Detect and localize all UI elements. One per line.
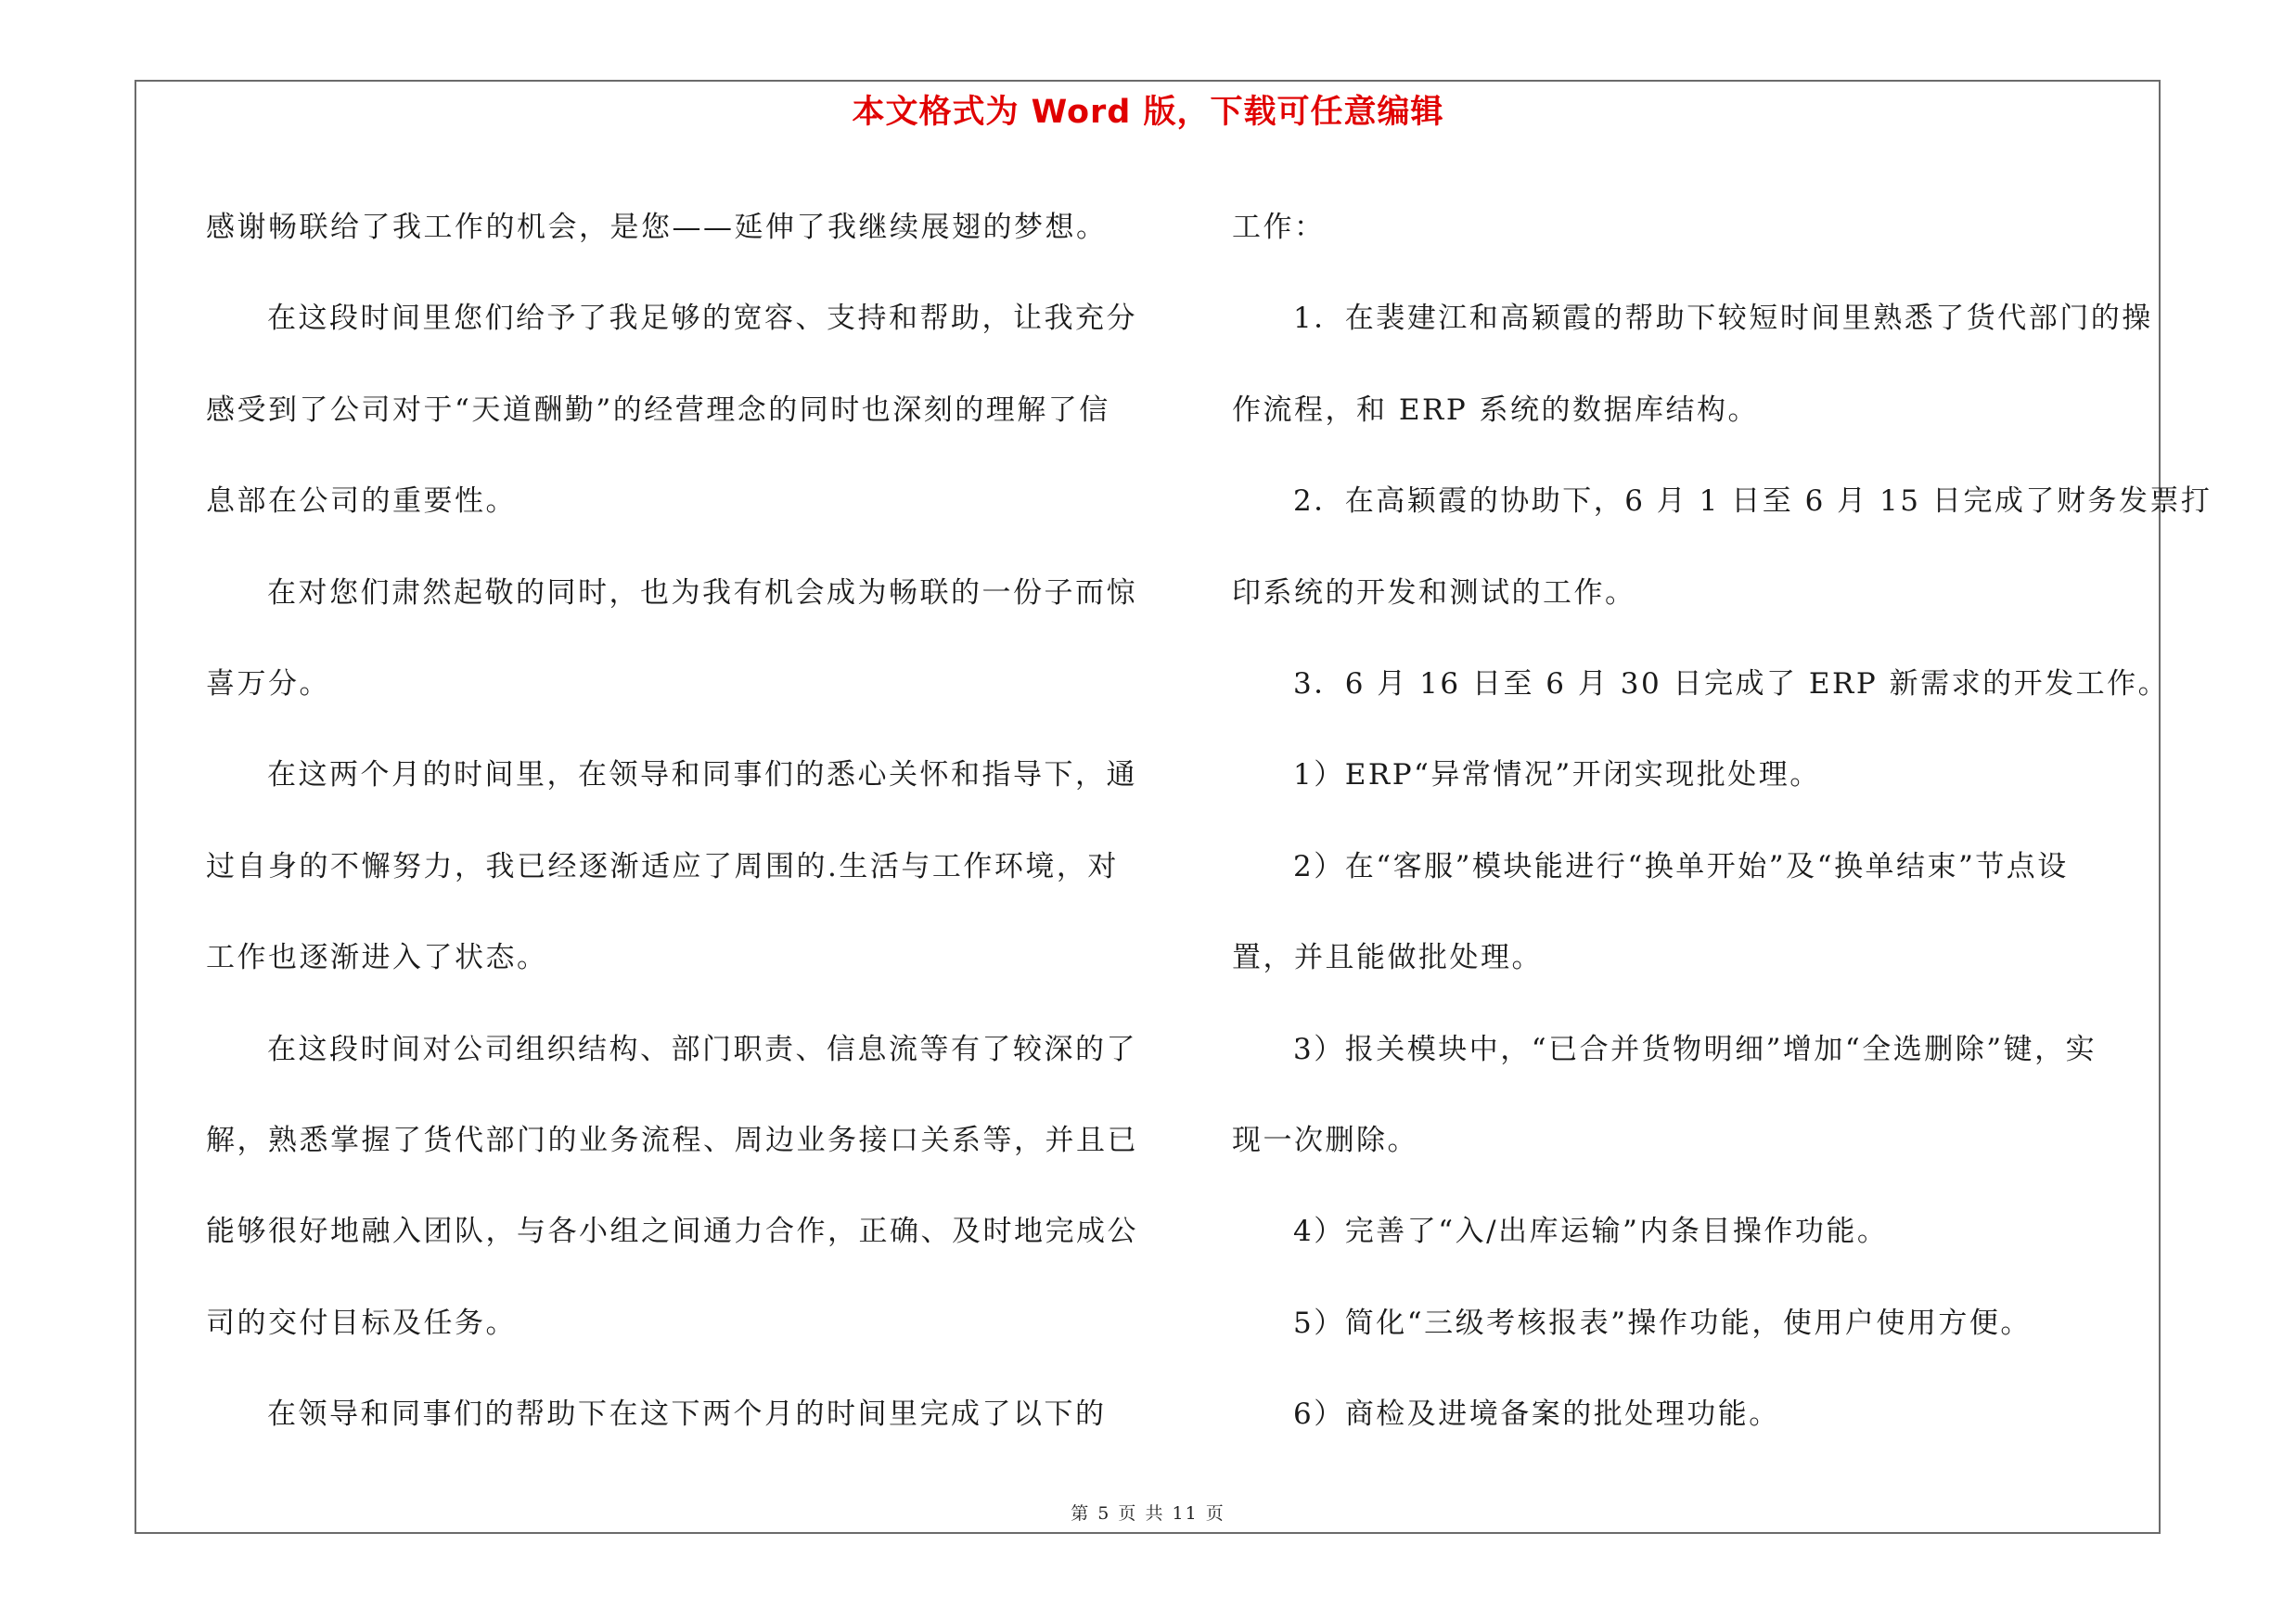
text-line: 工作也逐渐进入了状态。 (206, 941, 548, 975)
text-line: 在这两个月的时间里，在领导和同事们的悉心关怀和指导下，通 (267, 758, 1137, 792)
text-line: 息部在公司的重要性。 (206, 484, 517, 519)
text-line: 6）商检及进境备案的批处理功能。 (1293, 1398, 1780, 1432)
text-line: 2）在“客服”模块能进行“换单开始”及“换单结束”节点设 (1293, 849, 2069, 883)
text-line: 感受到了公司对于“天道酬勤”的经营理念的同时也深刻的理解了信 (206, 393, 1110, 427)
text-line: 能够很好地融入团队，与各小组之间通力合作，正确、及时地完成公 (206, 1215, 1138, 1249)
text-line: 在领导和同事们的帮助下在这下两个月的时间里完成了以下的 (267, 1398, 1107, 1432)
text-line: 1）ERP“异常情况”开闭实现批处理。 (1293, 758, 1821, 792)
page-number-footer: 第 5 页 共 11 页 (1071, 1503, 1225, 1524)
text-line: 5）简化“三级考核报表”操作功能，使用户使用方便。 (1293, 1306, 2032, 1340)
text-line: 司的交付目标及任务。 (206, 1306, 517, 1340)
text-line: 在这段时间里您们给予了我足够的宽容、支持和帮助，让我充分 (267, 302, 1137, 336)
text-line: 在这段时间对公司组织结构、部门职责、信息流等有了较深的了 (267, 1032, 1137, 1066)
text-line: 在对您们肃然起敬的同时，也为我有机会成为畅联的一份子而惊 (267, 575, 1137, 610)
text-line: 现一次删除。 (1232, 1123, 1418, 1157)
text-line: 作流程，和 ERP 系统的数据库结构。 (1232, 393, 1760, 427)
text-line: 过自身的不懈努力，我已经逐渐适应了周围的.生活与工作环境，对 (206, 849, 1119, 883)
text-line: 印系统的开发和测试的工作。 (1232, 575, 1636, 610)
text-line: 2．在高颖霞的协助下，6 月 1 日至 6 月 15 日完成了财务发票打 (1293, 484, 2213, 519)
text-line: 3．6 月 16 日至 6 月 30 日完成了 ERP 新需求的开发工作。 (1293, 666, 2170, 701)
left-text-column (206, 182, 1138, 1460)
text-line: 喜万分。 (206, 666, 330, 701)
text-line: 4）完善了“入/出库运输”内条目操作功能。 (1293, 1215, 1889, 1249)
text-line: 3）报关模块中，“已合并货物明细”增加“全选删除”键，实 (1293, 1032, 2097, 1066)
format-notice-banner: 本文格式为 Word 版，下载可任意编辑 (852, 94, 1444, 131)
text-line: 感谢畅联给了我工作的机会，是您——延伸了我继续展翅的梦想。 (206, 211, 1108, 244)
text-line: 工作： (1232, 211, 1326, 244)
right-text-column (1232, 182, 2213, 1460)
text-line: 1．在裴建江和高颖霞的帮助下较短时间里熟悉了货代部门的操 (1293, 302, 2153, 336)
text-line: 解，熟悉掌握了货代部门的业务流程、周边业务接口关系等，并且已 (206, 1123, 1138, 1157)
text-line: 置，并且能做批处理。 (1232, 941, 1543, 975)
